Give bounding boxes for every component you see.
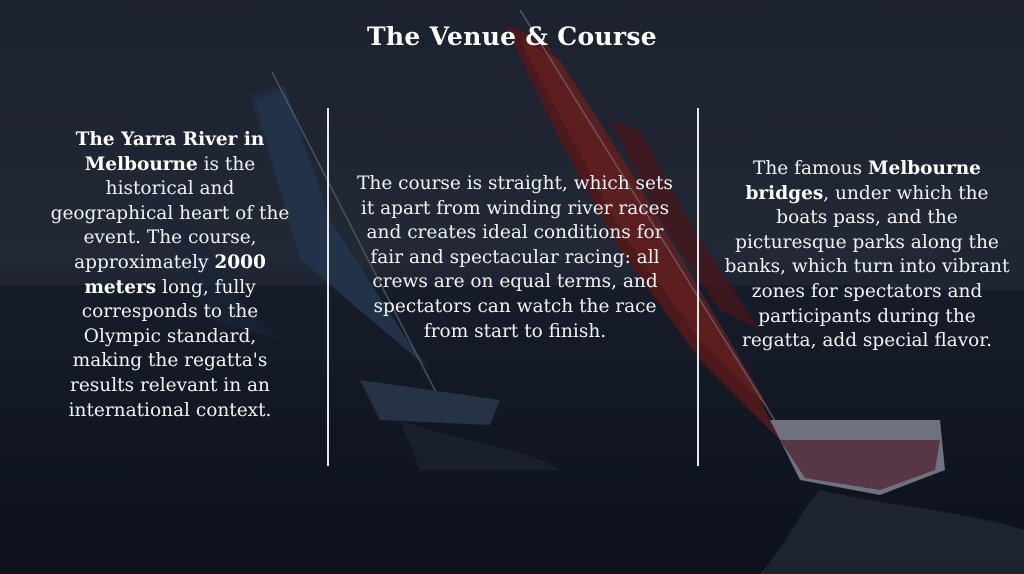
body-text: The famous — [753, 158, 868, 179]
column-divider-left — [327, 108, 329, 466]
emphasized-text: The Yarra River in Melbourne — [75, 129, 265, 175]
text-column-course — [350, 172, 680, 344]
emphasized-text: 2000 meters — [84, 251, 266, 298]
body-text: The course is straight, which sets it apart from winding river races and creates ideal conditions for fair and spectacular racing: all crews are on equal terms, and spectators can watch the race from start to finish. — [357, 173, 673, 342]
text-column-bridges — [722, 157, 1012, 354]
body-text: long, fully corresponds to the Olympic standard, making the regatta's results relevant in an international context. — [68, 276, 272, 421]
slide-title: The Venue & Course — [367, 22, 657, 51]
body-text: is the historical and geographical heart of the event. The course, approximately — [50, 153, 290, 273]
emphasized-text: Melbourne bridges — [745, 158, 981, 204]
text-column-venue — [50, 128, 290, 423]
column-divider-right — [697, 108, 699, 466]
body-text: , under which the boats pass, and the picturesque parks along the banks, which turn into vibrant zones for spectators and participants during the regatta, add special flavor. — [724, 182, 1010, 352]
